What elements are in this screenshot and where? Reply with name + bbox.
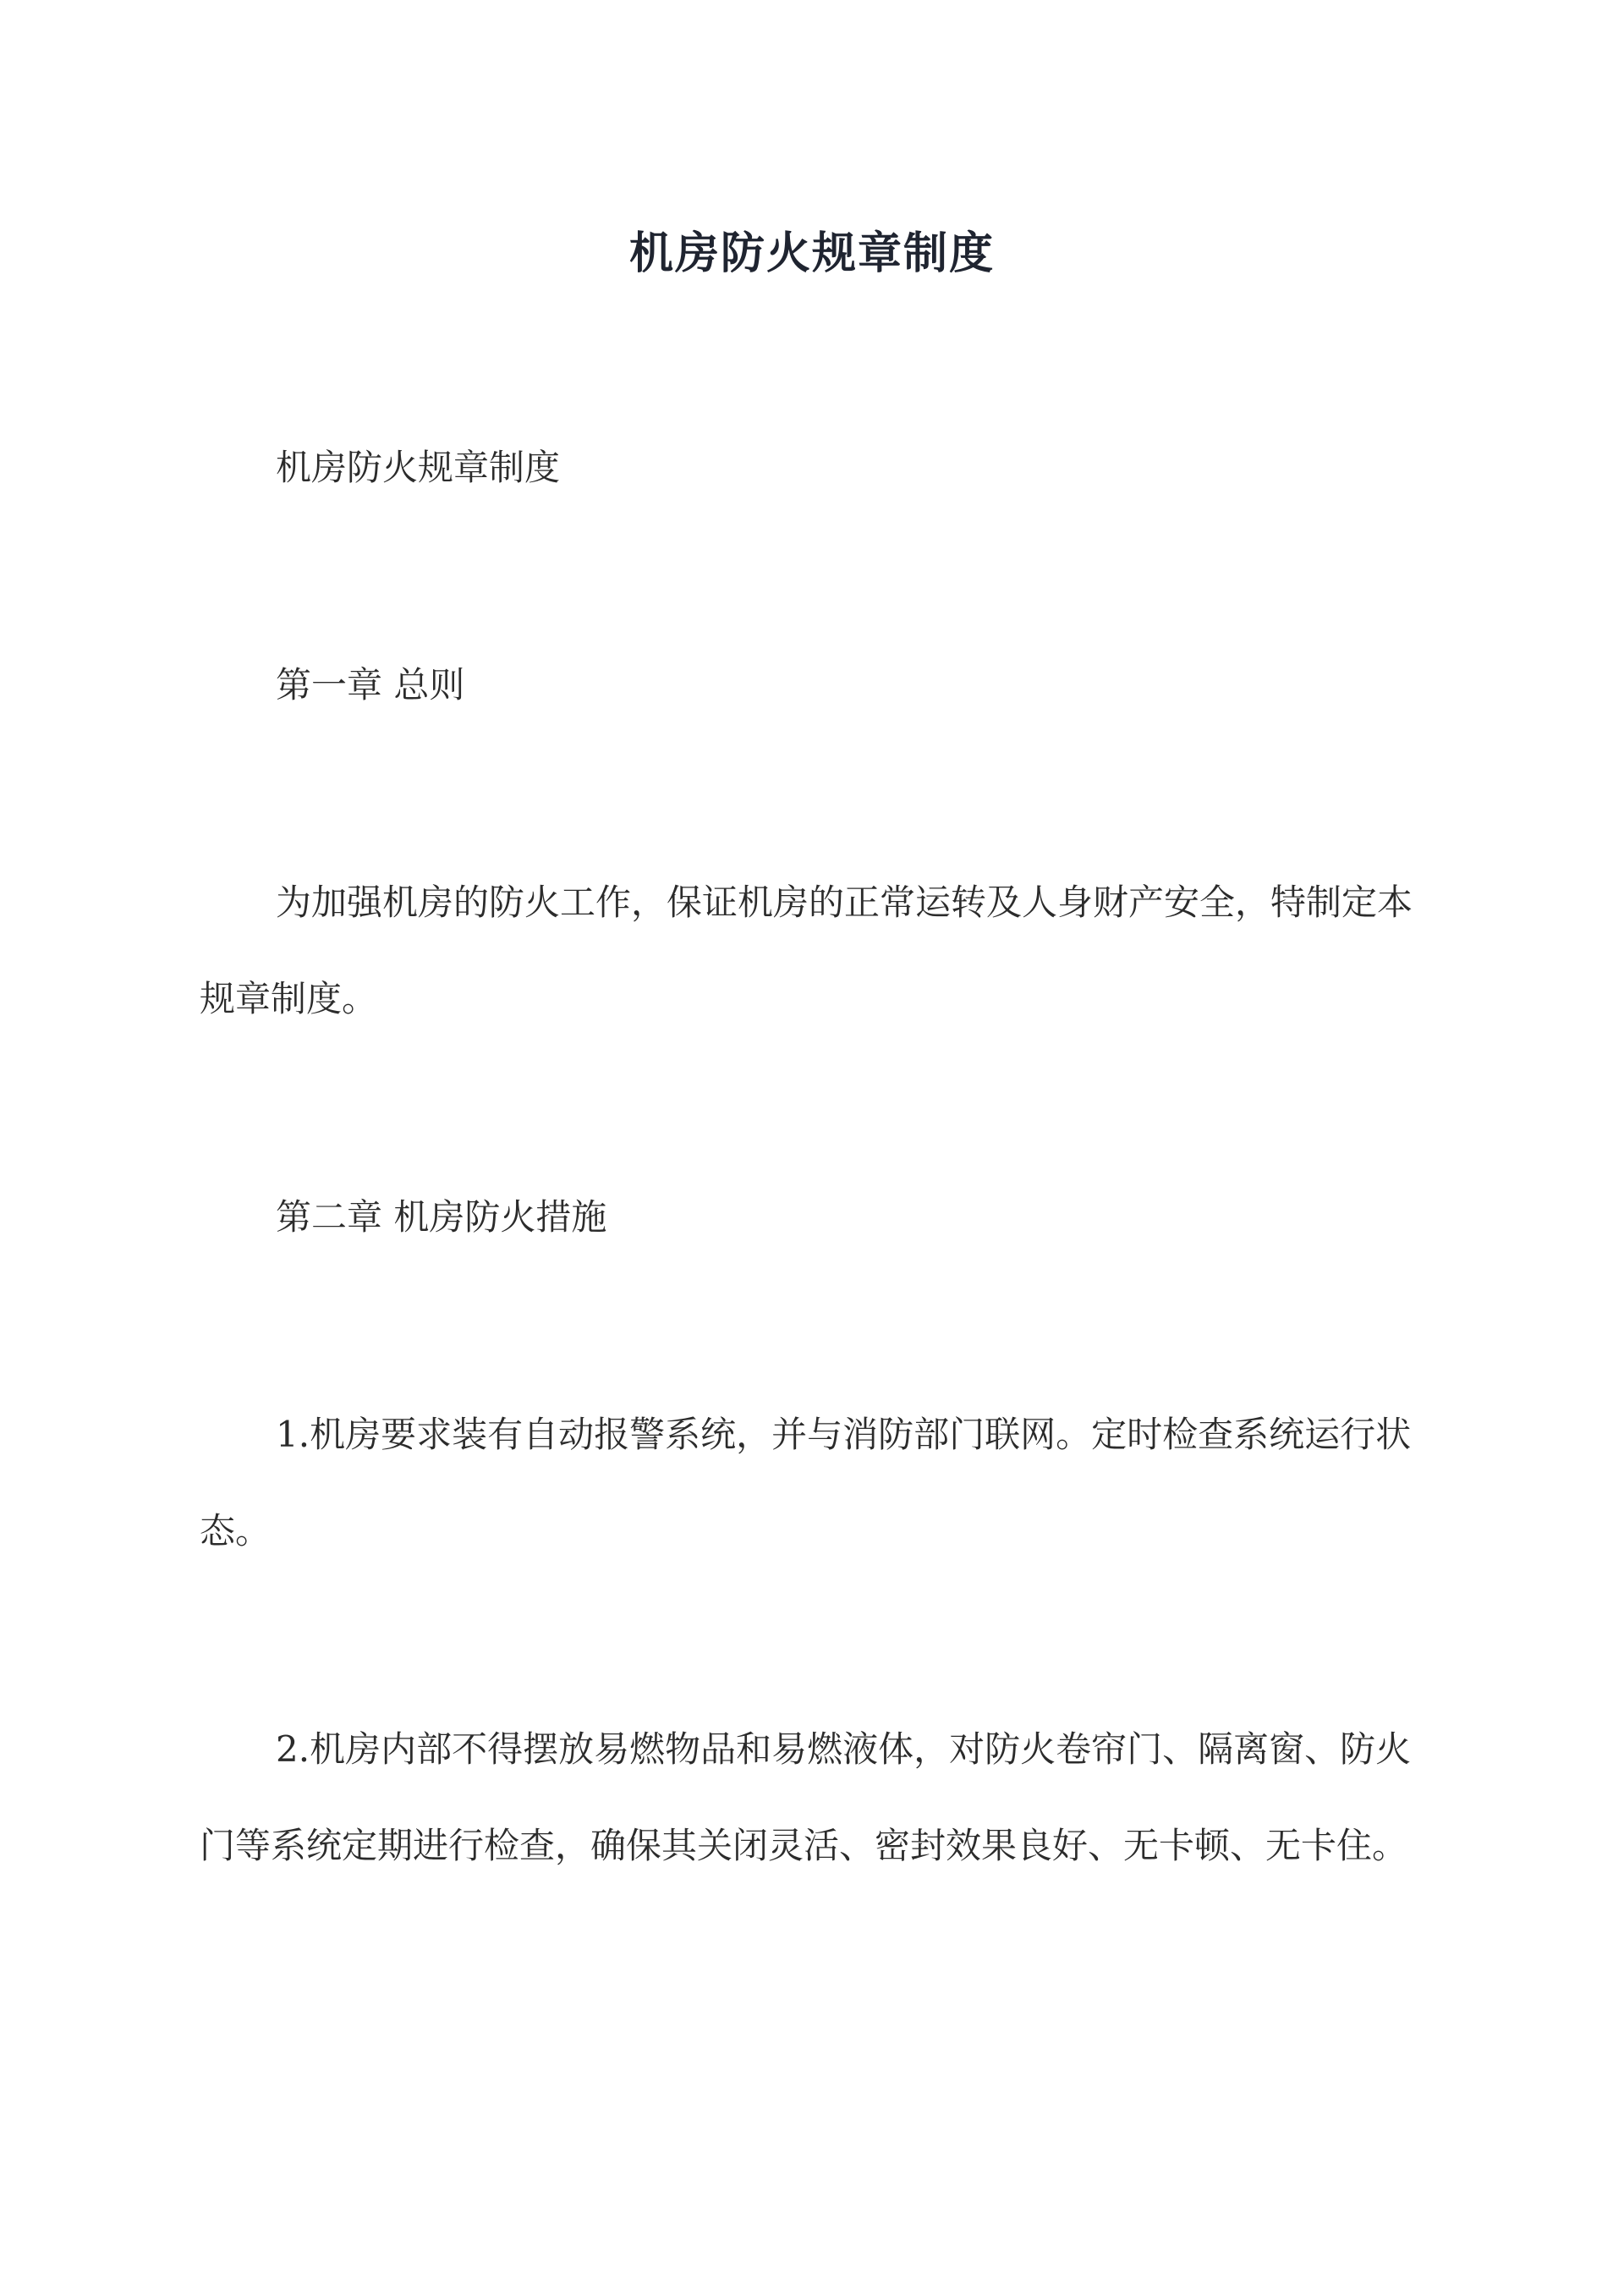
measure-item-2: 2.机房内部不得摆放易燃物品和易燃液体，对防火卷帘门、隔离窗、防火门等系统定期进行检查，确保其关闭灵活、密封效果良好、无卡顿、无卡住。 [200, 1728, 1412, 1866]
paragraph-purpose: 为加强机房的防火工作，保证机房的正常运转及人身财产安全，特制定本规章制度。 [200, 882, 1413, 1019]
chapter-one-heading: 第一章 总则 [276, 664, 465, 706]
measure-item-1: 1.机房要求装有自动报警系统，并与消防部门联网。定时检查系统运行状态。 [200, 1414, 1412, 1552]
paragraph-heading: 机房防火规章制度 [276, 447, 561, 488]
document-title: 机房防火规章制度 [628, 227, 995, 279]
chapter-two-heading: 第二章 机房防火措施 [276, 1196, 607, 1238]
